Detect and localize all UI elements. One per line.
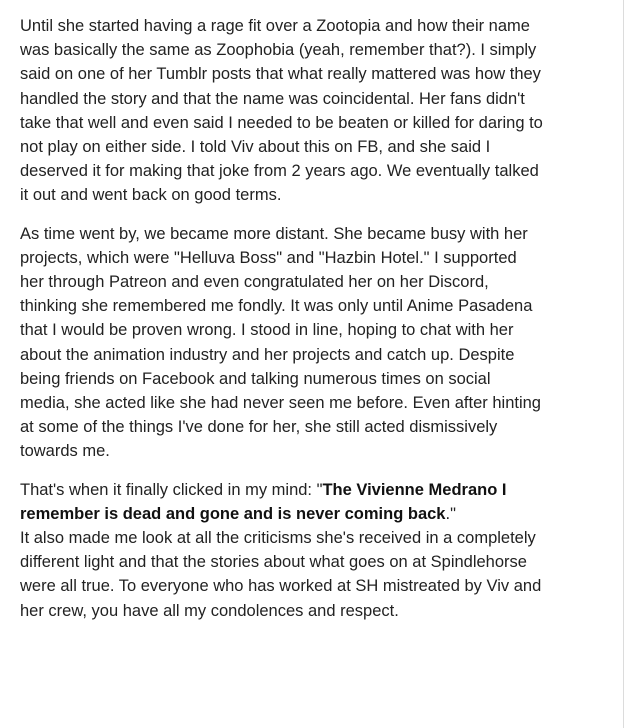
text-line: at some of the things I've done for her, she still acted dismissively bbox=[20, 418, 498, 437]
line-suffix: ." bbox=[445, 504, 456, 523]
paragraph-2 bbox=[20, 222, 612, 464]
line-prefix: That's when it finally clicked in my mind: " bbox=[20, 480, 323, 499]
bold-quote: remember is dead and gone and is never coming back bbox=[20, 504, 446, 523]
paragraph-3 bbox=[20, 478, 612, 623]
text-line: take that well and even said I needed to be beaten or killed for daring to bbox=[20, 113, 543, 132]
text-line: As time went by, we became more distant. She became busy with her bbox=[20, 224, 528, 243]
bold-quote: The Vivienne Medrano I bbox=[322, 480, 507, 499]
text-line: projects, which were "Helluva Boss" and "Hazbin Hotel." I supported bbox=[20, 248, 517, 267]
text-line: deserved it for making that joke from 2 years ago. We eventually talked bbox=[20, 162, 539, 181]
text-line: It also made me look at all the criticisms she's received in a completely bbox=[20, 529, 536, 548]
text-line: were all true. To everyone who has worked at SH mistreated by Viv and bbox=[20, 577, 542, 596]
text-line bbox=[20, 502, 612, 526]
text-line: her through Patreon and even congratulated her on her Discord, bbox=[20, 273, 489, 292]
text-line: her crew, you have all my condolences and respect. bbox=[20, 601, 399, 620]
text-line: that I would be proven wrong. I stood in line, hoping to chat with her bbox=[20, 321, 514, 340]
text-line: said on one of her Tumblr posts that what really mattered was how they bbox=[20, 65, 541, 84]
text-line: different light and that the stories about what goes on at Spindlehorse bbox=[20, 553, 527, 572]
text-line: media, she acted like she had never seen me before. Even after hinting bbox=[20, 394, 541, 413]
text-line: about the animation industry and her projects and catch up. Despite bbox=[20, 345, 515, 364]
text-line: was basically the same as Zoophobia (yeah, remember that?). I simply bbox=[20, 41, 537, 60]
text-line bbox=[20, 478, 612, 502]
text-line: not play on either side. I told Viv about this on FB, and she said I bbox=[20, 138, 491, 157]
text-line: it out and went back on good terms. bbox=[20, 186, 282, 205]
text-line: towards me. bbox=[20, 442, 110, 461]
text-line: handled the story and that the name was coincidental. Her fans didn't bbox=[20, 89, 525, 108]
text-line: being friends on Facebook and talking numerous times on social bbox=[20, 369, 491, 388]
paragraph-1 bbox=[20, 14, 612, 208]
post-body bbox=[20, 14, 612, 623]
text-line: thinking she remembered me fondly. It was only until Anime Pasadena bbox=[20, 297, 533, 316]
text-line: Until she started having a rage fit over a Zootopia and how their name bbox=[20, 17, 530, 35]
